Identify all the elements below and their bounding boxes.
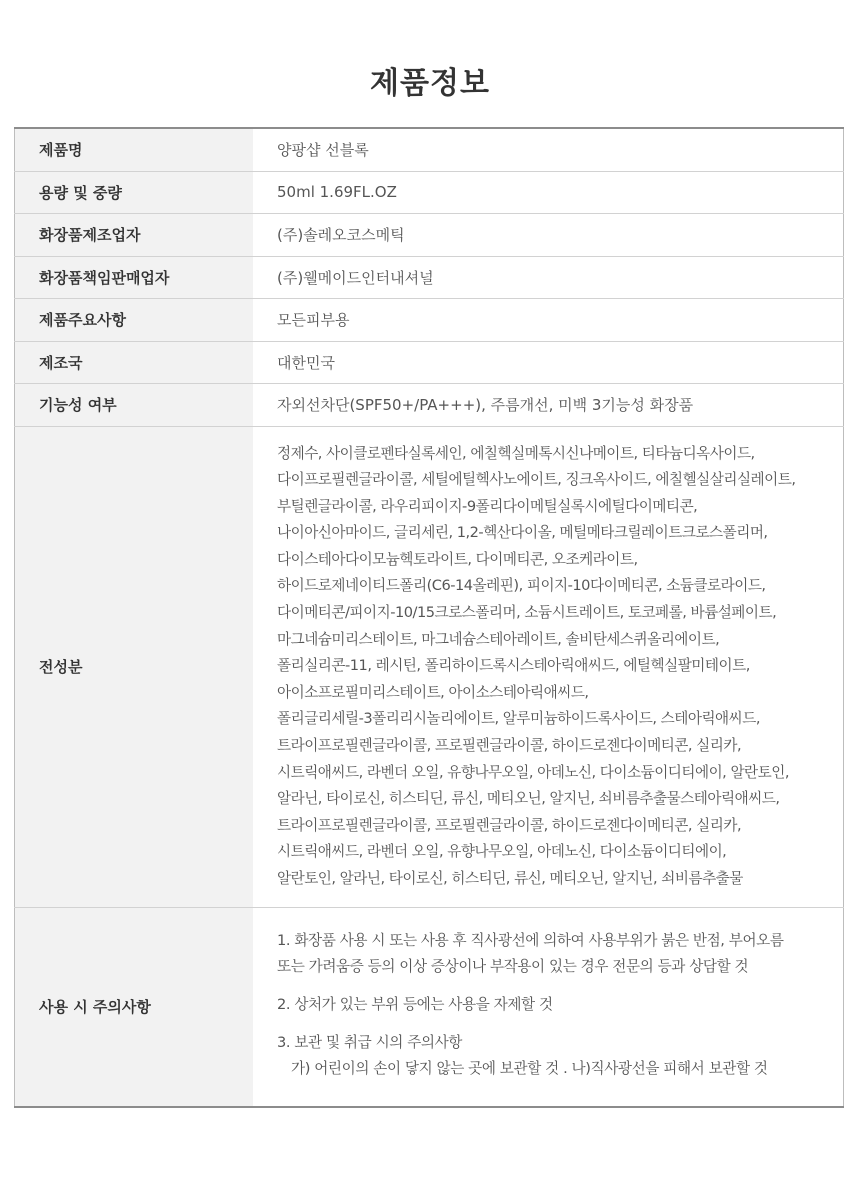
ingredient-line: 폴리글리세릴-3폴리리시놀리에이트, 알루미늄하이드록사이드, 스테아릭애씨드, bbox=[277, 710, 760, 728]
caution-item bbox=[277, 992, 843, 1018]
row-label: 화장품책임판매업자 bbox=[15, 256, 254, 299]
caution-item bbox=[277, 1030, 843, 1082]
ingredient-line: 시트릭애씨드, 라벤더 오일, 유향나무오일, 아데노신, 다이소듐이디티에이, 알란토인, bbox=[277, 763, 789, 781]
row-value: 모든피부용 bbox=[253, 299, 844, 342]
ingredient-line: 아이소프로필미리스테이트, 아이소스테아릭애씨드, bbox=[277, 683, 589, 701]
ingredient-line: 부틸렌글라이콜, 라우리피이지-9폴리다이메틸실록시에틸다이메티콘, bbox=[277, 497, 698, 515]
caution-line: 1. 화장품 사용 시 또는 사용 후 직사광선에 의하여 사용부위가 붉은 반점, 부어오름 bbox=[277, 931, 784, 949]
cautions-list bbox=[253, 907, 844, 1107]
row-value: 50ml 1.69FL.OZ bbox=[253, 171, 844, 214]
ingredient-line: 트라이프로필렌글라이콜, 프로필렌글라이콜, 하이드로젠다이메티콘, 실리카, bbox=[277, 816, 742, 834]
info-row-functionality bbox=[15, 384, 844, 427]
row-label: 제품주요사항 bbox=[15, 299, 254, 342]
caution-line: 또는 가려움증 등의 이상 증상이나 부작용이 있는 경우 전문의 등과 상담할 것 bbox=[277, 957, 749, 975]
product-info-table bbox=[14, 127, 844, 1108]
row-value: (주)웰메이드인터내셔널 bbox=[253, 256, 844, 299]
ingredient-line: 시트릭애씨드, 라벤더 오일, 유향나무오일, 아데노신, 다이소듐이디티에이, bbox=[277, 843, 727, 861]
row-label: 용량 및 중량 bbox=[15, 171, 254, 214]
ingredient-line: 다이프로필렌글라이콜, 세틸에틸헥사노에이트, 징크옥사이드, 에칠헬실살리실레이트, bbox=[277, 471, 796, 489]
caution-line: 3. 보관 및 취급 시의 주의사항 bbox=[277, 1033, 462, 1051]
ingredient-line: 정제수, 사이클로펜타실록세인, 에칠헥실메톡시신나메이트, 티타늄디옥사이드, bbox=[277, 444, 755, 462]
ingredient-line: 다이스테아다이모늄헥토라이트, 다이메티콘, 오조케라이트, bbox=[277, 550, 638, 568]
ingredient-line: 나이아신아마이드, 글리세린, 1,2-헥산다이올, 메틸메타크릴레이트크로스폴리머, bbox=[277, 524, 768, 542]
ingredient-line: 다이메티콘/피이지-10/15크로스폴리머, 소듐시트레이트, 토코페롤, 바륨설페이트, bbox=[277, 604, 777, 622]
ingredient-line: 마그네슘미리스테이트, 마그네슘스테아레이트, 솔비탄세스퀴올리에이트, bbox=[277, 630, 720, 648]
row-value: 대한민국 bbox=[253, 341, 844, 384]
info-row-manufacturer bbox=[15, 214, 844, 257]
page-title: 제품정보 bbox=[370, 66, 490, 101]
ingredient-line: 폴리실리콘-11, 레시틴, 폴리하이드록시스테아릭애씨드, 에틸헥실팔미테이트, bbox=[277, 657, 750, 675]
caution-line: 가) 어린이의 손이 닿지 않는 곳에 보관할 것 . 나)직사광선을 피해서 보관할 것 bbox=[291, 1059, 768, 1077]
row-label: 화장품제조업자 bbox=[15, 214, 254, 257]
row-label: 기능성 여부 bbox=[15, 384, 254, 427]
row-value: 양팡샵 선블록 bbox=[253, 128, 844, 171]
ingredient-line: 알란토인, 알라닌, 타이로신, 히스티딘, 류신, 메티오닌, 알지닌, 쇠비름추출물 bbox=[277, 870, 743, 887]
ingredient-line: 트라이프로필렌글라이콜, 프로필렌글라이콜, 하이드로젠다이메티콘, 실리카, bbox=[277, 737, 742, 755]
info-row-product-name bbox=[15, 128, 844, 171]
info-row-distributor bbox=[15, 256, 844, 299]
info-row-ingredients bbox=[15, 426, 844, 907]
ingredients-list bbox=[253, 426, 844, 907]
row-label: 제품명 bbox=[15, 128, 254, 171]
caution-item bbox=[277, 928, 843, 980]
info-row-volume bbox=[15, 171, 844, 214]
info-row-cautions bbox=[15, 907, 844, 1107]
info-row-country bbox=[15, 341, 844, 384]
info-row-main-notes bbox=[15, 299, 844, 342]
row-label: 제조국 bbox=[15, 341, 254, 384]
row-label: 전성분 bbox=[15, 426, 254, 907]
row-label: 사용 시 주의사항 bbox=[15, 907, 254, 1107]
caution-line: 2. 상처가 있는 부위 등에는 사용을 자제할 것 bbox=[277, 995, 553, 1013]
ingredient-line: 알라닌, 타이로신, 히스티딘, 류신, 메티오닌, 알지닌, 쇠비름추출물스테아릭애씨드, bbox=[277, 790, 780, 808]
ingredient-line: 하이드로제네이티드폴리(C6-14올레핀), 피이지-10다이메티콘, 소듐클로라이드, bbox=[277, 577, 766, 595]
row-value: 자외선차단(SPF50+/PA+++), 주름개선, 미백 3기능성 화장품 bbox=[253, 384, 844, 427]
row-value: (주)솔레오코스메틱 bbox=[253, 214, 844, 257]
